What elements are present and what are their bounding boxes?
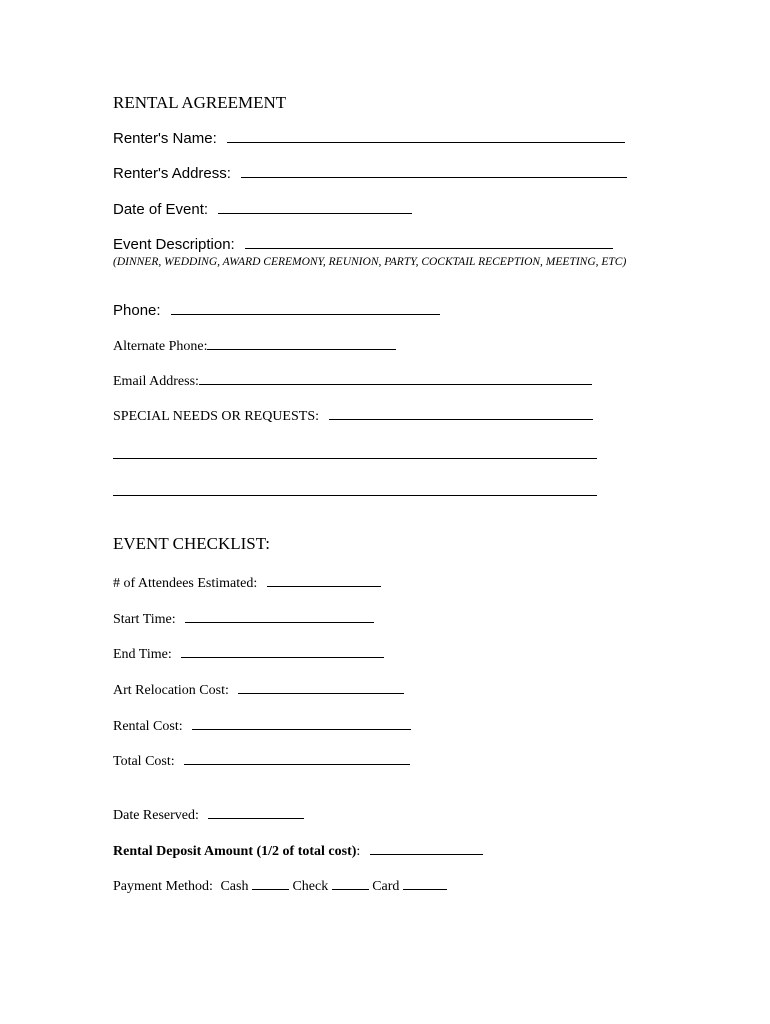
renters-address-field[interactable] bbox=[241, 176, 627, 178]
renters-name-field[interactable] bbox=[227, 141, 625, 143]
alternate-phone-field[interactable] bbox=[207, 348, 396, 350]
alternate-phone-label: Alternate Phone: bbox=[113, 339, 208, 354]
deposit-row bbox=[113, 844, 483, 860]
form-title: RENTAL AGREEMENT bbox=[113, 93, 287, 112]
date-reserved-field[interactable] bbox=[208, 817, 304, 819]
attendees-label: # of Attendees Estimated: bbox=[113, 576, 258, 591]
start-time-label: Start Time: bbox=[113, 612, 176, 627]
card-field[interactable] bbox=[403, 888, 447, 890]
art-relocation-row bbox=[113, 683, 404, 699]
special-needs-line-3[interactable] bbox=[113, 495, 597, 496]
renters-name-row bbox=[113, 130, 625, 147]
special-needs-label: SPECIAL NEEDS OR REQUESTS: bbox=[113, 409, 320, 424]
card-label: Card bbox=[372, 879, 400, 894]
renters-name-label: Renter's Name: bbox=[113, 130, 217, 147]
event-description-label: Event Description: bbox=[113, 236, 235, 253]
total-cost-field[interactable] bbox=[184, 763, 410, 765]
alternate-phone-row bbox=[113, 339, 396, 355]
phone-row bbox=[113, 302, 440, 319]
start-time-row bbox=[113, 612, 374, 628]
date-of-event-row bbox=[113, 201, 412, 218]
payment-method-label: Payment Method: bbox=[113, 879, 213, 894]
start-time-field[interactable] bbox=[185, 621, 374, 623]
date-of-event-label: Date of Event: bbox=[113, 201, 209, 218]
phone-label: Phone: bbox=[113, 302, 161, 319]
email-field[interactable] bbox=[199, 383, 592, 385]
end-time-label: End Time: bbox=[113, 647, 172, 662]
art-relocation-field[interactable] bbox=[238, 692, 404, 694]
payment-method-row bbox=[113, 879, 447, 895]
total-cost-row bbox=[113, 754, 410, 770]
attendees-row bbox=[113, 576, 381, 592]
deposit-field[interactable] bbox=[370, 853, 483, 855]
renters-address-label: Renter's Address: bbox=[113, 165, 231, 182]
checklist-title: EVENT CHECKLIST: bbox=[113, 534, 271, 553]
check-field[interactable] bbox=[332, 888, 369, 890]
total-cost-label: Total Cost: bbox=[113, 754, 175, 769]
renters-address-row bbox=[113, 165, 627, 182]
date-of-event-field[interactable] bbox=[218, 212, 412, 214]
special-needs-field[interactable] bbox=[329, 418, 593, 420]
deposit-label: Rental Deposit Amount (1/2 of total cost) bbox=[113, 844, 357, 859]
email-row bbox=[113, 374, 592, 390]
check-label: Check bbox=[292, 879, 329, 894]
cash-label: Cash bbox=[220, 879, 249, 894]
art-relocation-label: Art Relocation Cost: bbox=[113, 683, 229, 698]
rental-cost-row bbox=[113, 719, 411, 735]
special-needs-row bbox=[113, 409, 593, 425]
rental-cost-label: Rental Cost: bbox=[113, 719, 183, 734]
cash-field[interactable] bbox=[252, 888, 289, 890]
event-description-row bbox=[113, 236, 613, 253]
attendees-field[interactable] bbox=[267, 585, 381, 587]
phone-field[interactable] bbox=[171, 313, 440, 315]
event-description-field[interactable] bbox=[245, 247, 613, 249]
rental-cost-field[interactable] bbox=[192, 728, 411, 730]
date-reserved-row bbox=[113, 808, 304, 824]
event-description-note: (DINNER, WEDDING, AWARD CEREMONY, REUNION, PARTY, COCKTAIL RECEPTION, MEETING, ETC) bbox=[113, 256, 627, 268]
date-reserved-label: Date Reserved: bbox=[113, 808, 199, 823]
deposit-colon: : bbox=[356, 844, 361, 859]
special-needs-line-2[interactable] bbox=[113, 458, 597, 459]
end-time-row bbox=[113, 647, 384, 663]
end-time-field[interactable] bbox=[181, 656, 384, 658]
email-label: Email Address: bbox=[113, 374, 199, 389]
